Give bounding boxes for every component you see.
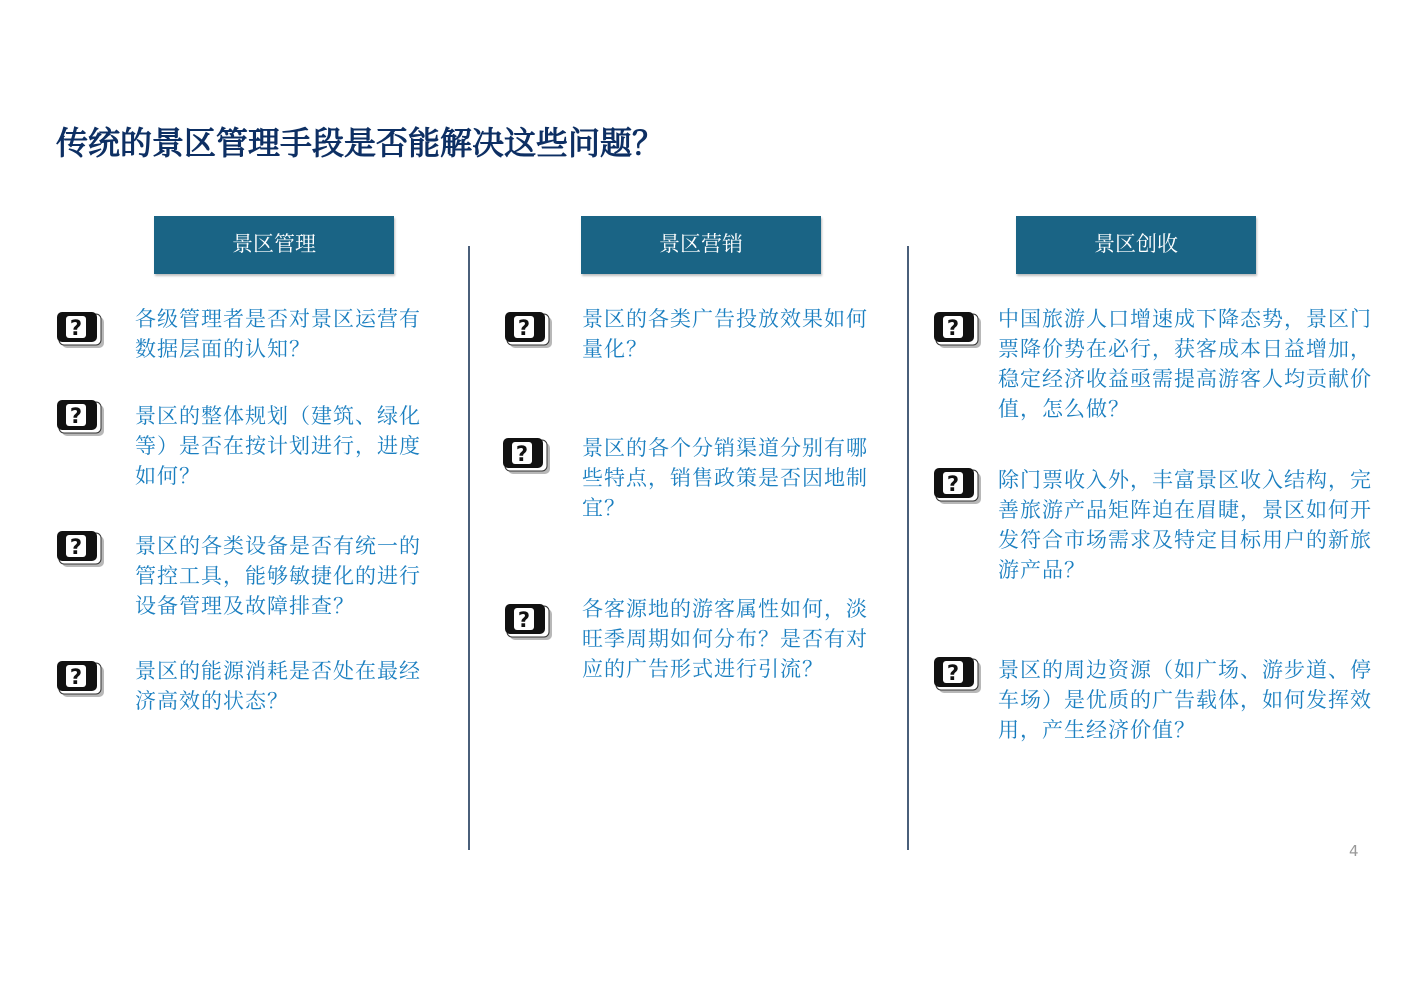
page-title: 传统的景区管理手段是否能解决这些问题？ <box>56 124 665 162</box>
question-mark-icon <box>504 312 554 350</box>
column-divider <box>907 246 909 850</box>
question-text: 各级管理者是否对景区运营有数据层面的认知？ <box>135 307 421 361</box>
question-text: 除门票收入外，丰富景区收入结构，完善旅游产品矩阵迫在眉睫，景区如何开发符合市场需求及特定目标用户的新旅游产品？ <box>998 468 1372 582</box>
question-mark-icon <box>933 657 983 695</box>
question-mark-icon <box>56 661 106 699</box>
question-text: 景区的周边资源（如广场、游步道、停车场）是优质的广告载体，如何发挥效用，产生经济价值？ <box>998 658 1372 742</box>
column-header-marketing: 景区营销 <box>581 216 821 274</box>
question-mark-icon <box>502 438 552 476</box>
question-text: 中国旅游人口增速成下降态势，景区门票降价势在必行，获客成本日益增加，稳定经济收益亟需提高游客人均贡献价值，怎么做？ <box>998 307 1372 421</box>
column-header-management: 景区管理 <box>154 216 394 274</box>
question-mark-icon <box>56 312 106 350</box>
question-mark-icon <box>56 400 106 438</box>
column-header-revenue: 景区创收 <box>1016 216 1256 274</box>
page-number: 4 <box>1349 842 1359 860</box>
question-text: 景区的整体规划（建筑、绿化等）是否在按计划进行，进度如何？ <box>135 404 421 488</box>
question-mark-icon <box>933 312 983 350</box>
question-mark-icon <box>933 468 983 506</box>
question-text: 景区的各个分销渠道分别有哪些特点，销售政策是否因地制宜？ <box>582 436 868 520</box>
question-mark-icon <box>504 604 554 642</box>
question-text: 景区的各类广告投放效果如何量化？ <box>582 307 868 361</box>
question-text: 景区的各类设备是否有统一的管控工具，能够敏捷化的进行设备管理及故障排查？ <box>135 534 421 618</box>
question-text: 景区的能源消耗是否处在最经济高效的状态？ <box>135 659 421 713</box>
question-mark-icon <box>56 531 106 569</box>
question-text: 各客源地的游客属性如何，淡旺季周期如何分布？是否有对应的广告形式进行引流？ <box>582 597 868 681</box>
column-divider <box>468 246 470 850</box>
